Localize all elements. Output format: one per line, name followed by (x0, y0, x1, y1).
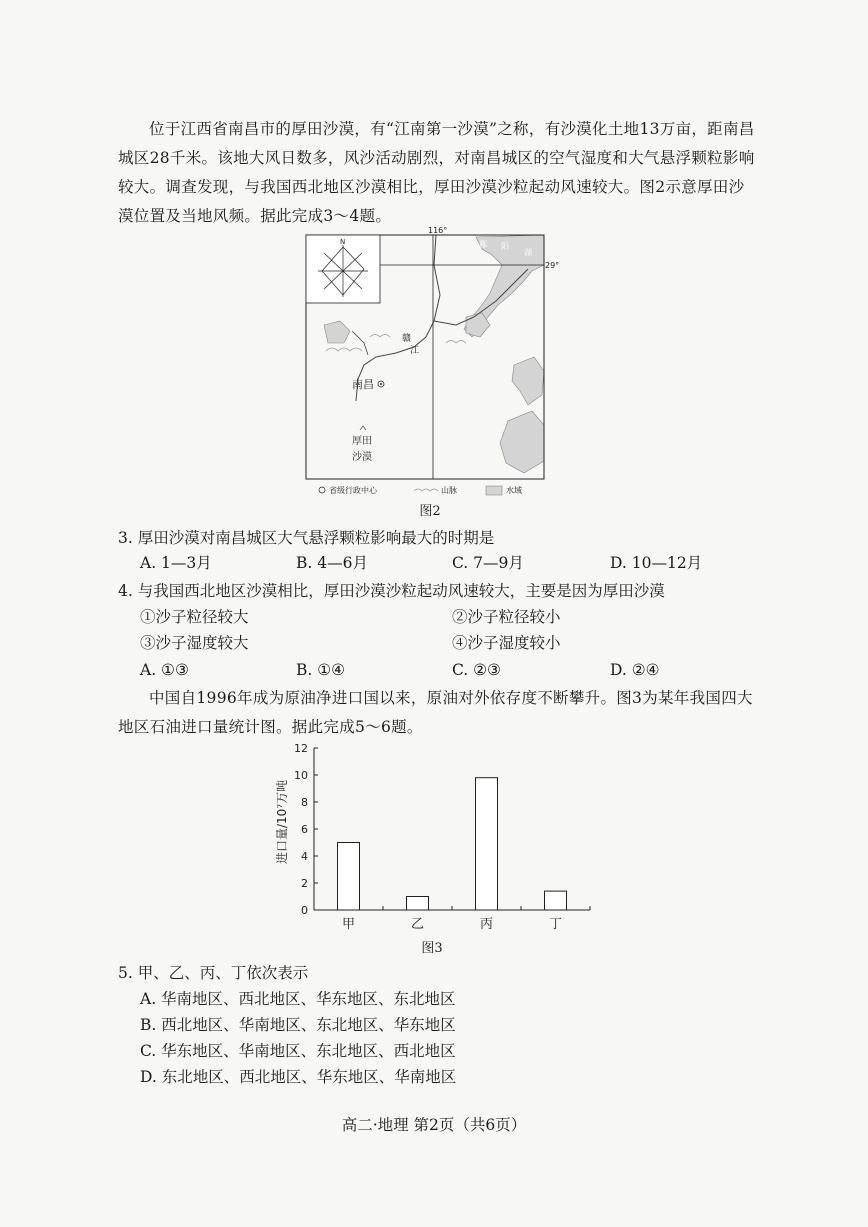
chart-x-tick-label: 丁 (548, 917, 563, 932)
mountain-range-3 (446, 341, 466, 344)
chart-bar (545, 891, 567, 910)
question-4-stem: 4. 与我国西北地区沙漠相比，厚田沙漠沙粒起动风速较大，主要是因为厚田沙漠 (118, 582, 665, 600)
lake-label-2: 阳 (501, 242, 509, 251)
question-3-option-c[interactable]: C. 7—9月 (452, 554, 524, 572)
east-water-1 (512, 357, 544, 405)
city-label: 南昌 (352, 378, 374, 391)
question-4-option-c[interactable]: C. ②③ (452, 661, 501, 679)
page-footer: 高二·地理 第2页（共6页） (341, 1116, 527, 1134)
chart-y-tick-label: 10 (294, 769, 308, 782)
question-5-option-c[interactable]: C. 华东地区、华南地区、东北地区、西北地区 (140, 1042, 456, 1060)
question-4-item-3: ③沙子湿度较大 (140, 634, 249, 652)
legend-water-icon (486, 486, 502, 495)
question-3-option-a[interactable]: A. 1—3月 (140, 554, 212, 572)
legend-water-label: 水域 (506, 486, 522, 495)
legend-capital-label: 省级行政中心 (329, 486, 377, 495)
mountain-range-1 (326, 348, 362, 351)
legend-mountain-label: 山脉 (441, 486, 457, 495)
question-5-stem: 5. 甲、乙、丙、丁依次表示 (118, 964, 309, 982)
north-label: N (340, 238, 346, 246)
question-4-item-1: ①沙子粒径较大 (140, 608, 249, 626)
chart-y-tick-label: 2 (301, 877, 308, 890)
legend-mountain-icon (414, 489, 438, 491)
question-5-option-b[interactable]: B. 西北地区、华南地区、东北地区、华东地区 (140, 1016, 456, 1034)
chart-bar (407, 897, 429, 911)
desert-label-1: 厚田 (352, 436, 372, 447)
chart-y-tick-label: 6 (301, 823, 308, 836)
chart-x-tick-label: 丙 (479, 917, 494, 932)
intro-paragraph-map: 位于江西省南昌市的厚田沙漠，有“江南第一沙漠”之称，有沙漠化土地13万亩，距南昌城区28千米。该地大风日数多，风沙活动剧烈，对南昌城区的空气湿度和大气悬浮颗粒影响较大。调查发现，与我国西北地区沙漠相比，厚田沙漠沙粒起动风速较大。图2示意厚田沙漠位置及当地风频。据此完成3～4题。 (118, 120, 755, 225)
tributary (352, 331, 368, 355)
east-water-2 (500, 411, 544, 473)
mountain-range-2 (370, 335, 390, 338)
desert-marker (360, 426, 366, 430)
river-label-2: 江 (410, 346, 420, 356)
figure-2-map (296, 225, 560, 507)
chart-y-tick-label: 12 (294, 742, 308, 755)
question-4-option-b[interactable]: B. ①④ (296, 661, 346, 679)
chart-y-tick-label: 8 (301, 796, 308, 809)
question-5-option-a[interactable]: A. 华南地区、西北地区、华东地区、东北地区 (140, 990, 456, 1008)
chart-y-tick-label: 4 (301, 850, 308, 863)
legend-capital-icon (319, 487, 325, 493)
intro-paragraph-chart: 中国自1996年成为原油净进口国以来，原油对外依存度不断攀升。图3为某年我国四大地区石油进口量统计图。据此完成5～6题。 (118, 689, 753, 736)
question-3-option-b[interactable]: B. 4—6月 (296, 554, 368, 572)
chart-bar (476, 778, 498, 910)
question-4-option-d[interactable]: D. ②④ (610, 661, 660, 679)
figure-2-caption: 图2 (419, 504, 441, 519)
river-label: 赣 (402, 334, 412, 344)
chart-x-tick-label: 乙 (410, 917, 425, 932)
question-5-option-d[interactable]: D. 东北地区、西北地区、华东地区、华南地区 (140, 1068, 457, 1086)
chart-y-tick-label: 0 (301, 904, 308, 917)
water-patch-2 (324, 321, 350, 343)
chart-x-tick-label: 甲 (341, 917, 356, 932)
question-3-stem: 3. 厚田沙漠对南昌城区大气悬浮颗粒影响最大的时期是 (118, 529, 495, 547)
figure-3-bar-chart (270, 738, 600, 938)
lake-label-3: 湖 (524, 248, 532, 257)
question-4-option-a[interactable]: A. ①③ (140, 661, 189, 679)
chart-y-axis-label: 进口量/10⁷万吨 (275, 779, 289, 864)
latitude-label: 29° (545, 261, 560, 270)
figure-3-caption: 图3 (421, 941, 443, 956)
chart-bars (338, 778, 567, 910)
question-4-item-4: ④沙子湿度较小 (452, 634, 561, 652)
longitude-label: 116° (428, 226, 448, 235)
lake-label-1: 鄱 (479, 240, 487, 249)
question-3-option-d[interactable]: D. 10—12月 (610, 554, 703, 572)
desert-label-2: 沙漠 (352, 452, 372, 463)
chart-bar (338, 843, 360, 911)
question-4-item-2: ②沙子粒径较小 (452, 608, 561, 626)
